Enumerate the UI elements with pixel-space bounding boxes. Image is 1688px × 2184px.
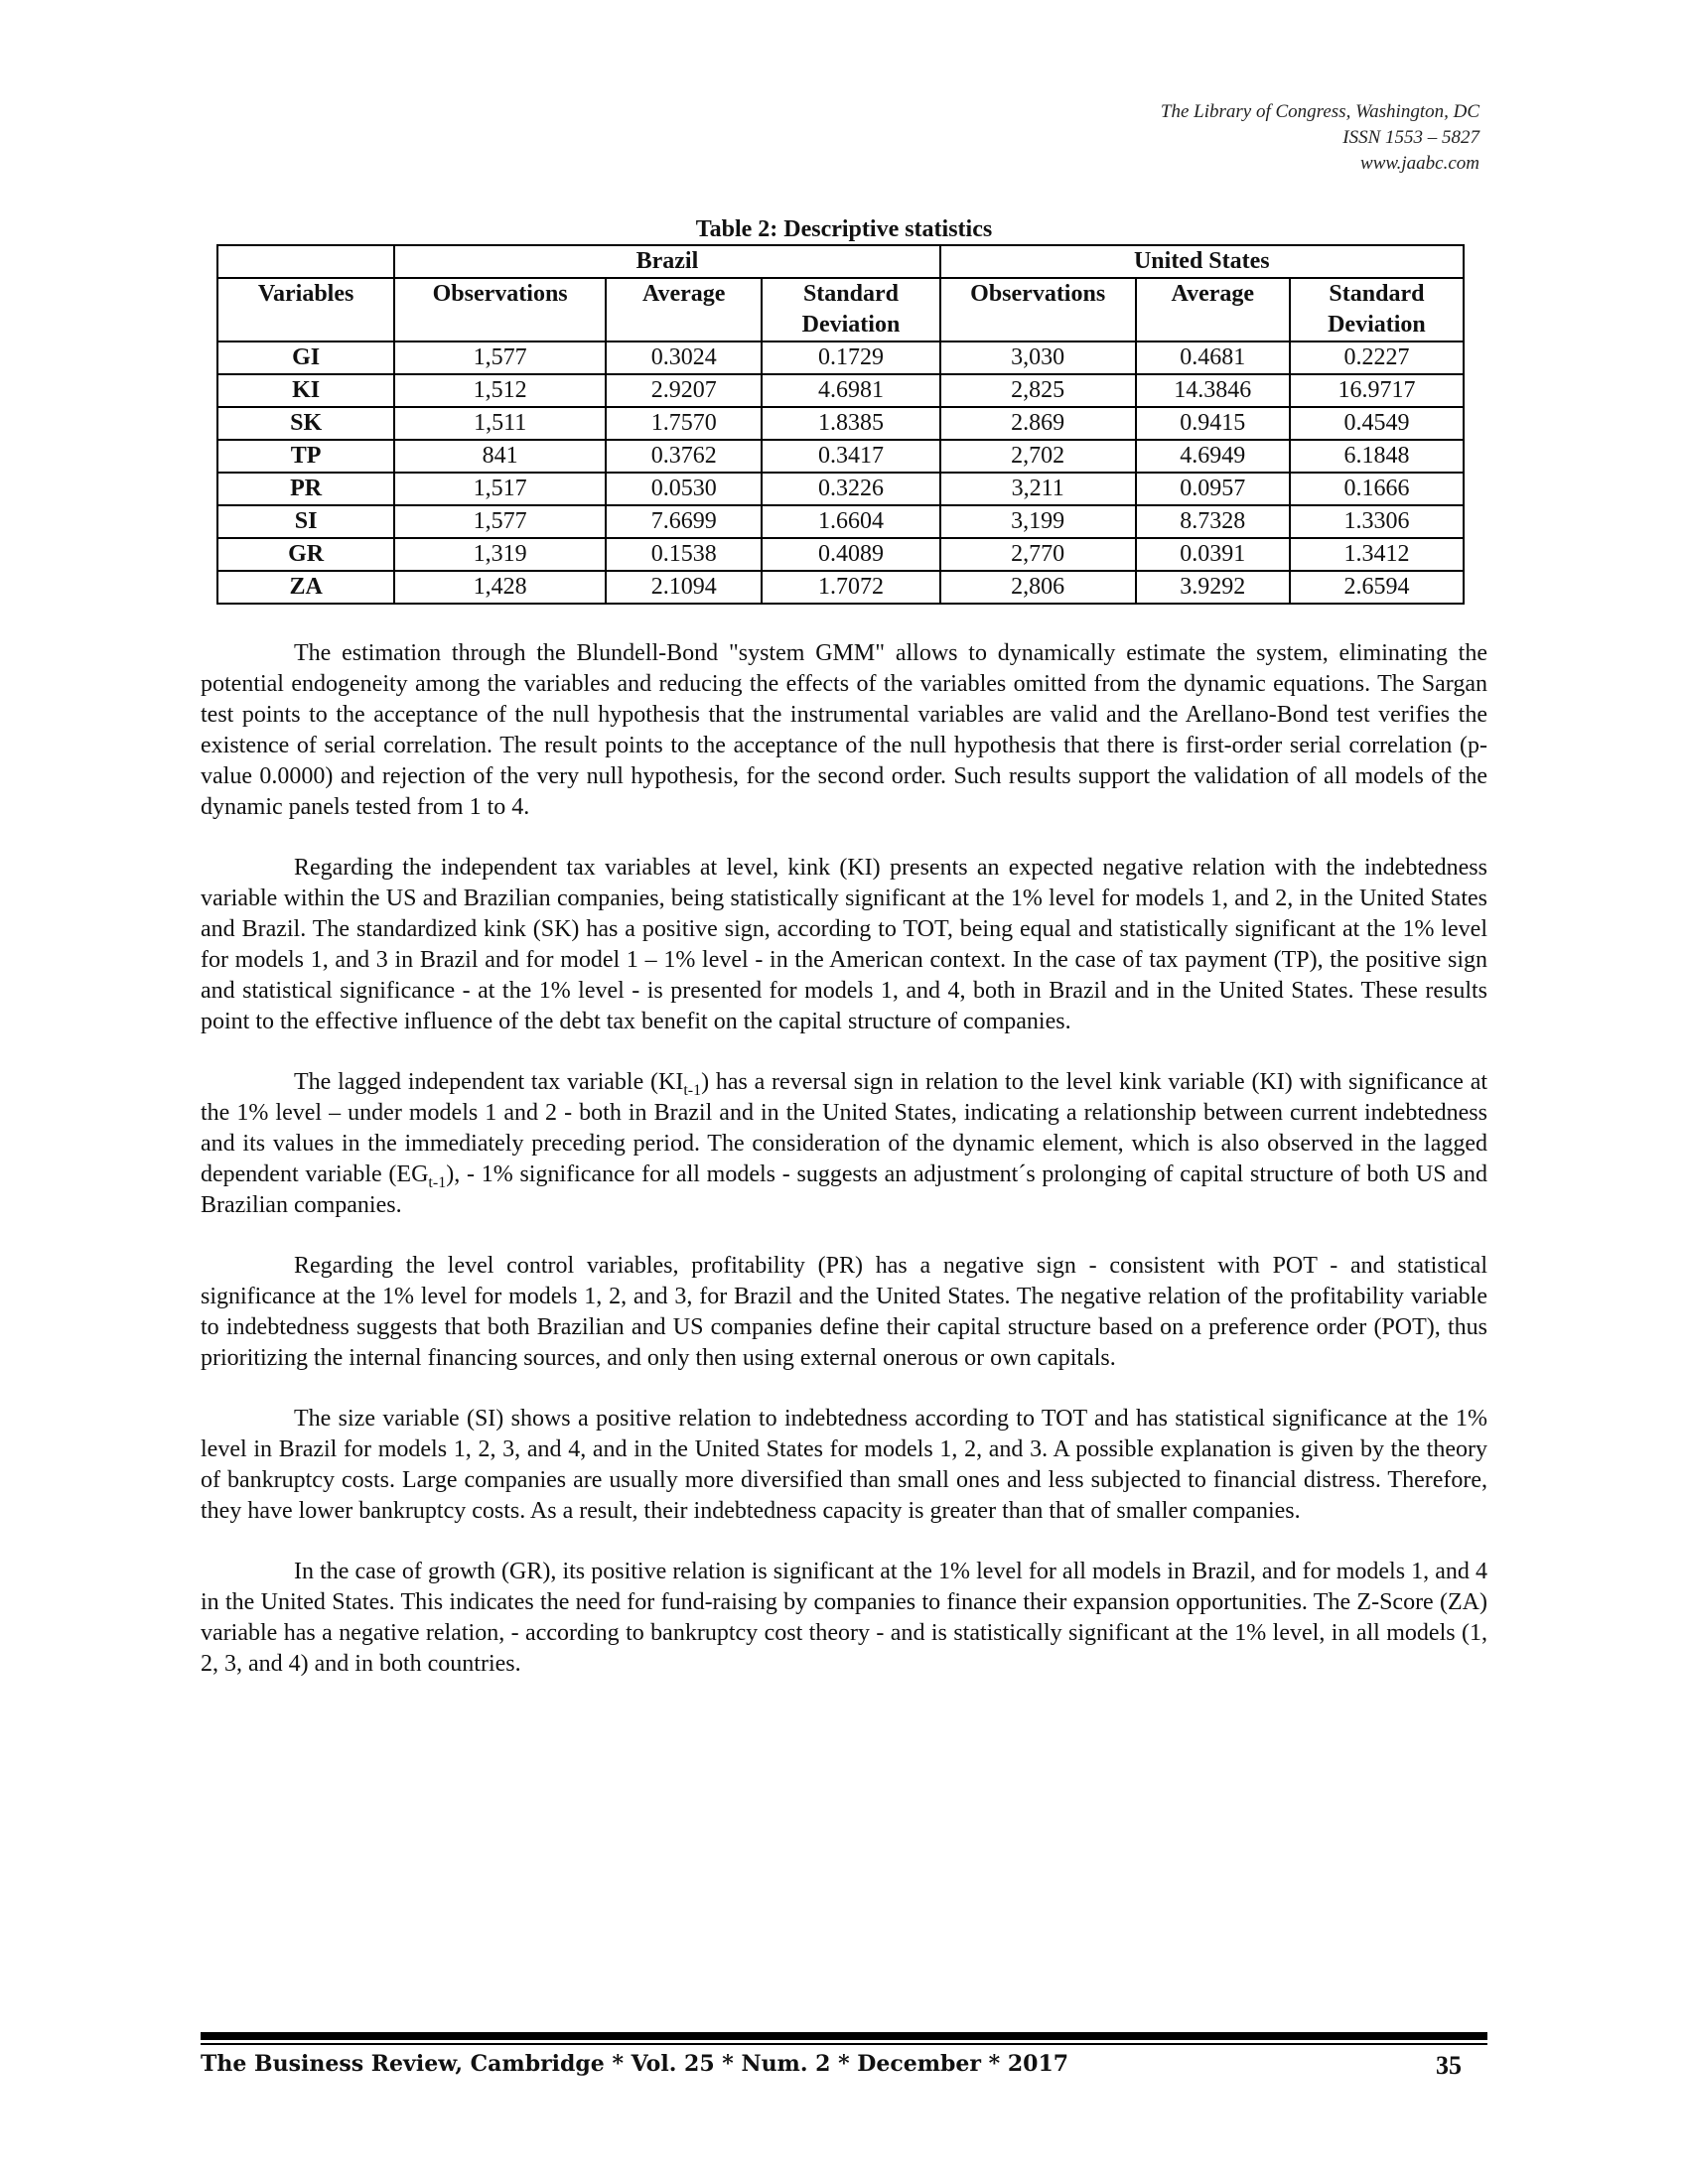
table-cell: 4.6949 — [1136, 440, 1290, 473]
table-cell: 2,770 — [940, 538, 1136, 571]
table-row — [217, 571, 1464, 604]
table-row — [217, 440, 1464, 473]
column-header: Standard Deviation — [762, 278, 939, 341]
table-cell: 1.7570 — [606, 407, 762, 440]
table-cell: 1,577 — [394, 341, 606, 374]
table-cell: 0.2227 — [1290, 341, 1464, 374]
column-header: Average — [1136, 278, 1290, 341]
table-cell: 1,428 — [394, 571, 606, 604]
table-row — [217, 473, 1464, 505]
table-cell: 2.9207 — [606, 374, 762, 407]
group-header-united-states: United States — [940, 245, 1464, 278]
table-cell: 0.0391 — [1136, 538, 1290, 571]
table-row — [217, 505, 1464, 538]
subscript: t-1 — [428, 1173, 447, 1191]
table-row — [217, 374, 1464, 407]
table-cell: 0.0530 — [606, 473, 762, 505]
column-header: Standard Deviation — [1290, 278, 1464, 341]
paragraph: The size variable (SI) shows a positive relation to indebtedness according to TOT and has statistical significance at the 1% level in Brazil for models 1, 2, 3, and 4, and in the United States for models 1, 2, and 3. A possible explanation is given by the theory of bankruptcy costs. Large companies are usually more diversified than small ones and less subjected to financial distress. Therefore, they have lower bankruptcy costs. As a result, their indebtedness capacity is greater than that of smaller companies. — [201, 1406, 1487, 1524]
table-cell: 7.6699 — [606, 505, 762, 538]
footer-journal-info: The Business Review, Cambridge * Vol. 25 * Num. 2 * December * 2017 — [201, 2051, 1069, 2077]
column-header: Observations — [940, 278, 1136, 341]
table-cell: 1,511 — [394, 407, 606, 440]
table-caption: Table 2: Descriptive statistics — [695, 216, 993, 242]
table-corner-cell — [217, 245, 394, 278]
table-cell: 0.3417 — [762, 440, 939, 473]
table-cell: 0.4681 — [1136, 341, 1290, 374]
paragraph: The estimation through the Blundell-Bond "system GMM" allows to dynamically estimate the system, eliminating the potential endogeneity among the variables and reducing the effects of the variables omitted from the dynamic equations. The Sargan test points to the acceptance of the null hypothesis that the instrumental variables are valid and the Arellano-Bond test verifies the existence of serial correlation. The result points to the acceptance of the null hypothesis that there is first-order serial correlation (p-value 0.0000) and rejection of the very null hypothesis, for the second order. Such results support the validation of all models of the dynamic panels tested from 1 to 4. — [201, 640, 1487, 820]
article-body — [201, 638, 1487, 1709]
table-cell: 841 — [394, 440, 606, 473]
table-cell: 0.1729 — [762, 341, 939, 374]
variable-cell: GR — [217, 538, 394, 571]
paragraph: Regarding the level control variables, profitability (PR) has a negative sign - consistent with POT - and statistical significance at the 1% level for models 1, 2, and 3, for Brazil and the United States. The negative relation of the profitability variable to indebtedness suggests that both Brazilian and US companies define their capital structure based on a preference order (POT), thus prioritizing the internal financing sources, and only then using external onerous or own capitals. — [201, 1253, 1487, 1371]
table-cell: 6.1848 — [1290, 440, 1464, 473]
paragraph — [201, 1067, 1487, 1221]
text-run: ) has a reversal sign in relation to the level kink variable (KI) with significance at the 1% level – under models 1 and 2 - both in Brazil and in the United States, indicating a relationship between current indebtedness and its values in the immediately preceding period. The consideration of the dynamic element, which is also observed in the lagged dependent variable (EG — [201, 1069, 1488, 1187]
footer-rule-thick — [201, 2032, 1487, 2040]
column-header: Observations — [394, 278, 606, 341]
table-cell: 1.3306 — [1290, 505, 1464, 538]
group-header-brazil: Brazil — [394, 245, 939, 278]
header-line-1: The Library of Congress, Washington, DC — [1160, 101, 1479, 122]
variable-cell: KI — [217, 374, 394, 407]
table-cell: 8.7328 — [1136, 505, 1290, 538]
table-cell: 0.3024 — [606, 341, 762, 374]
table-cell: 2.6594 — [1290, 571, 1464, 604]
table-cell: 4.6981 — [762, 374, 939, 407]
table-cell: 1.6604 — [762, 505, 939, 538]
page-number: 35 — [1436, 2051, 1462, 2080]
header-line-2: ISSN 1553 – 5827 — [1342, 127, 1479, 148]
table-cell: 1,512 — [394, 374, 606, 407]
variable-cell: TP — [217, 440, 394, 473]
column-header: Average — [606, 278, 762, 341]
table-group-header-row — [217, 245, 1464, 278]
variable-cell: SK — [217, 407, 394, 440]
paragraph: In the case of growth (GR), its positive relation is significant at the 1% level for all models in Brazil, and for models 1, and 4 in the United States. This indicates the need for fund-raising by companies to finance their expansion opportunities. The Z-Score (ZA) variable has a negative relation, - according to bankruptcy cost theory - and is statistically significant at the 1% level, in all models (1, 2, 3, and 4) and in both countries. — [201, 1559, 1487, 1677]
table-cell: 16.9717 — [1290, 374, 1464, 407]
variable-cell: ZA — [217, 571, 394, 604]
text-run: ), - 1% significance for all models - suggests an adjustment´s prolonging of capital structure of both US and Brazilian companies. — [201, 1161, 1487, 1218]
table-cell: 2.869 — [940, 407, 1136, 440]
table-cell: 1,319 — [394, 538, 606, 571]
table-row — [217, 407, 1464, 440]
table-cell: 1,577 — [394, 505, 606, 538]
table-cell: 0.3762 — [606, 440, 762, 473]
text-run: The lagged independent tax variable (KI — [294, 1069, 684, 1095]
table-cell: 2.1094 — [606, 571, 762, 604]
subscript: t-1 — [683, 1081, 702, 1099]
table-cell: 3.9292 — [1136, 571, 1290, 604]
table-cell: 1,517 — [394, 473, 606, 505]
variable-cell: SI — [217, 505, 394, 538]
header-line-3: www.jaabc.com — [1360, 153, 1479, 174]
paragraph: Regarding the independent tax variables at level, kink (KI) presents an expected negative relation with the indebtedness variable within the US and Brazilian companies, being statistically significant at the 1% level for models 1, and 2, in the United States and Brazil. The standardized kink (SK) has a positive sign, according to TOT, being equal and statistically significant at the 1% level for models 1, and 3 in Brazil and for model 1 – 1% level - in the American context. In the case of tax payment (TP), the positive sign and statistical significance - at the 1% level - is presented for models 1, and 4, both in Brazil and in the United States. These results point to the effective influence of the debt tax benefit on the capital structure of companies. — [201, 855, 1487, 1034]
table-cell: 3,030 — [940, 341, 1136, 374]
variable-cell: GI — [217, 341, 394, 374]
table-cell: 1.8385 — [762, 407, 939, 440]
table-cell: 0.0957 — [1136, 473, 1290, 505]
table-cell: 2,806 — [940, 571, 1136, 604]
variable-cell: PR — [217, 473, 394, 505]
table-cell: 2,825 — [940, 374, 1136, 407]
journal-header — [1161, 99, 1479, 177]
table-cell: 0.1666 — [1290, 473, 1464, 505]
table-cell: 0.3226 — [762, 473, 939, 505]
table-cell: 3,211 — [940, 473, 1136, 505]
table-cell: 0.9415 — [1136, 407, 1290, 440]
descriptive-statistics-table — [216, 244, 1465, 605]
table-cell: 0.4549 — [1290, 407, 1464, 440]
table-column-header-row — [217, 278, 1464, 341]
table-cell: 2,702 — [940, 440, 1136, 473]
column-header: Variables — [217, 278, 394, 341]
table-body — [217, 341, 1464, 604]
table-cell: 0.1538 — [606, 538, 762, 571]
table-row — [217, 341, 1464, 374]
table-cell: 1.7072 — [762, 571, 939, 604]
footer-rule-thin — [201, 2043, 1487, 2045]
table-cell: 1.3412 — [1290, 538, 1464, 571]
table-row — [217, 538, 1464, 571]
table-cell: 14.3846 — [1136, 374, 1290, 407]
table-cell: 0.4089 — [762, 538, 939, 571]
table-cell: 3,199 — [940, 505, 1136, 538]
